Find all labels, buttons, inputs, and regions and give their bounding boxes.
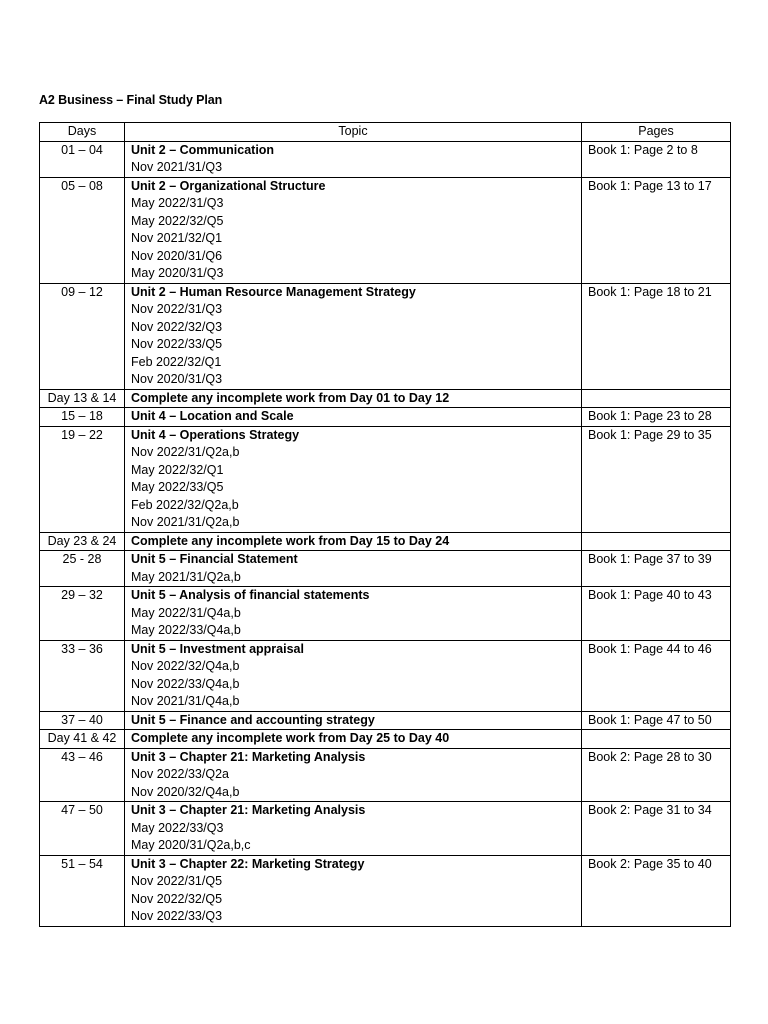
days-cell: 01 – 04 xyxy=(40,141,125,177)
days-cell: Day 13 & 14 xyxy=(40,389,125,408)
past-paper-reference: Nov 2022/32/Q5 xyxy=(131,891,223,906)
pages-cell: Book 2: Page 28 to 30 xyxy=(582,748,731,802)
past-paper-reference: Nov 2022/33/Q2a xyxy=(131,767,229,781)
table-row xyxy=(40,748,731,802)
topic-cell xyxy=(125,408,582,427)
table-row xyxy=(40,730,731,749)
days-cell: 43 – 46 xyxy=(40,748,125,802)
column-header-days: Days xyxy=(40,123,125,142)
topic-cell xyxy=(125,177,582,283)
past-paper-reference: Nov 2020/31/Q6 xyxy=(131,248,223,263)
past-paper-reference: Nov 2020/32/Q4a,b xyxy=(131,784,240,799)
topic-title: Unit 5 – Investment appraisal xyxy=(131,641,304,656)
topic-title: Unit 4 – Location and Scale xyxy=(131,409,294,423)
topic-title: Complete any incomplete work from Day 25 to Day 40 xyxy=(131,731,450,745)
pages-cell: Book 1: Page 40 to 43 xyxy=(582,587,731,641)
pages-cell: Book 1: Page 13 to 17 xyxy=(582,177,731,283)
past-paper-reference: Nov 2022/32/Q4a,b xyxy=(131,659,240,673)
past-paper-reference: May 2022/31/Q3 xyxy=(131,196,224,210)
topic-cell xyxy=(125,748,582,802)
pages-cell: Book 1: Page 37 to 39 xyxy=(582,551,731,587)
past-paper-reference: May 2022/33/Q4a,b xyxy=(131,623,241,637)
days-cell: 29 – 32 xyxy=(40,587,125,641)
table-row xyxy=(40,283,731,389)
past-paper-reference: Nov 2021/32/Q1 xyxy=(131,231,223,245)
topic-cell xyxy=(125,389,582,408)
days-cell: Day 23 & 24 xyxy=(40,532,125,551)
pages-cell: Book 2: Page 35 to 40 xyxy=(582,855,731,926)
past-paper-reference: Nov 2022/33/Q4a,b xyxy=(131,676,240,691)
days-cell: 37 – 40 xyxy=(40,711,125,730)
past-paper-reference: Nov 2022/31/Q2a,b xyxy=(131,445,240,459)
past-paper-reference: Feb 2022/32/Q2a,b xyxy=(131,497,239,512)
days-cell: 05 – 08 xyxy=(40,177,125,283)
pages-cell: Book 2: Page 31 to 34 xyxy=(582,802,731,856)
past-paper-reference: Nov 2021/31/Q2a,b xyxy=(131,515,240,529)
past-paper-reference: Nov 2021/31/Q4a,b xyxy=(131,694,240,708)
pages-cell: Book 1: Page 44 to 46 xyxy=(582,640,731,711)
topic-cell xyxy=(125,711,582,730)
pages-cell xyxy=(582,389,731,408)
pages-cell: Book 1: Page 29 to 35 xyxy=(582,426,731,532)
past-paper-reference: May 2022/33/Q5 xyxy=(131,480,224,494)
past-paper-reference: Nov 2022/32/Q3 xyxy=(131,319,223,334)
topic-cell xyxy=(125,730,582,749)
topic-title: Complete any incomplete work from Day 15 to Day 24 xyxy=(131,533,450,548)
pages-cell: Book 1: Page 47 to 50 xyxy=(582,711,731,730)
topic-cell xyxy=(125,587,582,641)
column-header-pages: Pages xyxy=(582,123,731,142)
past-paper-reference: May 2020/31/Q2a,b,c xyxy=(131,838,251,852)
days-cell: 19 – 22 xyxy=(40,426,125,532)
pages-cell xyxy=(582,730,731,749)
table-row xyxy=(40,711,731,730)
past-paper-reference: Nov 2022/31/Q3 xyxy=(131,302,223,316)
table-row xyxy=(40,141,731,177)
past-paper-reference: Nov 2022/33/Q3 xyxy=(131,909,223,923)
table-row xyxy=(40,426,731,532)
topic-cell xyxy=(125,855,582,926)
topic-title: Unit 5 – Financial Statement xyxy=(131,552,298,566)
days-cell: 15 – 18 xyxy=(40,408,125,427)
table-row xyxy=(40,587,731,641)
table-row xyxy=(40,408,731,427)
topic-title: Unit 2 – Organizational Structure xyxy=(131,178,326,193)
topic-cell xyxy=(125,141,582,177)
days-cell: 33 – 36 xyxy=(40,640,125,711)
topic-cell xyxy=(125,551,582,587)
past-paper-reference: May 2022/32/Q5 xyxy=(131,213,224,228)
pages-cell: Book 1: Page 18 to 21 xyxy=(582,283,731,389)
table-row xyxy=(40,802,731,856)
past-paper-reference: May 2020/31/Q3 xyxy=(131,266,224,280)
past-paper-reference: May 2021/31/Q2a,b xyxy=(131,569,241,584)
topic-title: Unit 2 – Human Resource Management Strategy xyxy=(131,284,416,299)
document-title: A2 Business – Final Study Plan xyxy=(39,93,223,107)
past-paper-reference: May 2022/33/Q3 xyxy=(131,820,224,835)
topic-cell xyxy=(125,283,582,389)
topic-title: Complete any incomplete work from Day 01 to Day 12 xyxy=(131,390,450,405)
topic-cell xyxy=(125,532,582,551)
days-cell: 51 – 54 xyxy=(40,855,125,926)
pages-cell: Book 1: Page 23 to 28 xyxy=(582,408,731,427)
topic-title: Unit 5 – Finance and accounting strategy xyxy=(131,712,375,727)
past-paper-reference: Feb 2022/32/Q1 xyxy=(131,354,222,369)
study-plan-table xyxy=(39,122,731,927)
past-paper-reference: Nov 2022/31/Q5 xyxy=(131,874,223,888)
pages-cell xyxy=(582,532,731,551)
table-row xyxy=(40,177,731,283)
topic-title: Unit 4 – Operations Strategy xyxy=(131,427,300,442)
table-row xyxy=(40,389,731,408)
topic-cell xyxy=(125,802,582,856)
table-row xyxy=(40,855,731,926)
past-paper-reference: Nov 2020/31/Q3 xyxy=(131,372,223,386)
topic-title: Unit 2 – Communication xyxy=(131,142,275,157)
table-header-row xyxy=(40,123,731,142)
past-paper-reference: May 2022/32/Q1 xyxy=(131,462,224,477)
topic-title: Unit 3 – Chapter 22: Marketing Strategy xyxy=(131,856,365,871)
table-row xyxy=(40,640,731,711)
days-cell: Day 41 & 42 xyxy=(40,730,125,749)
table-body xyxy=(40,141,731,926)
topic-cell xyxy=(125,426,582,532)
days-cell: 25 - 28 xyxy=(40,551,125,587)
past-paper-reference: Nov 2022/33/Q5 xyxy=(131,337,223,351)
days-cell: 47 – 50 xyxy=(40,802,125,856)
past-paper-reference: Nov 2021/31/Q3 xyxy=(131,160,223,174)
column-header-topic: Topic xyxy=(125,123,582,142)
topic-title: Unit 5 – Analysis of financial statements xyxy=(131,588,370,602)
days-cell: 09 – 12 xyxy=(40,283,125,389)
table-row xyxy=(40,532,731,551)
pages-cell: Book 1: Page 2 to 8 xyxy=(582,141,731,177)
table-row xyxy=(40,551,731,587)
topic-title: Unit 3 – Chapter 21: Marketing Analysis xyxy=(131,803,366,817)
past-paper-reference: May 2022/31/Q4a,b xyxy=(131,605,241,620)
topic-title: Unit 3 – Chapter 21: Marketing Analysis xyxy=(131,749,366,764)
topic-cell xyxy=(125,640,582,711)
